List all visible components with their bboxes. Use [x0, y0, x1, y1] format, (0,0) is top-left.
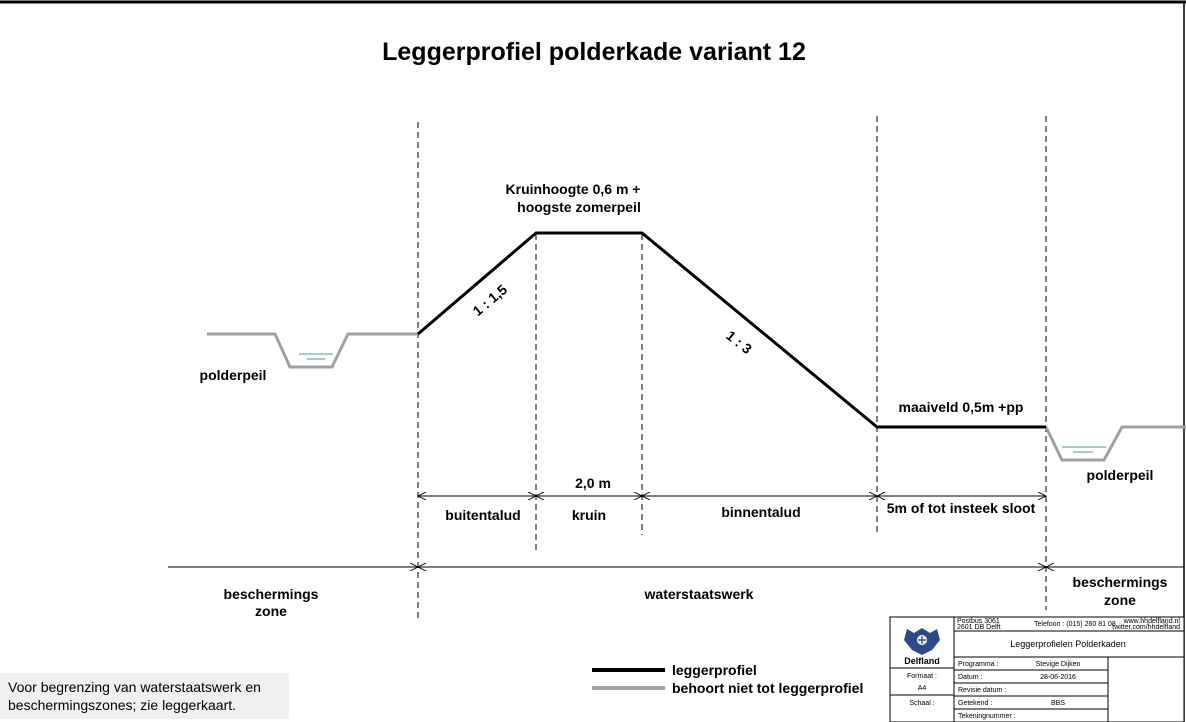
drawing-title: Leggerprofielen Polderkaden — [1010, 639, 1126, 649]
title-block — [890, 617, 1184, 722]
waterstaatswerk-label: waterstaatswerk — [644, 586, 754, 602]
formaat-label: Formaat : — [907, 673, 937, 680]
crest-width-label: 2,0 m — [575, 475, 611, 491]
legend-label-leggerprofiel: leggerprofiel — [672, 662, 757, 678]
page-title: Leggerprofiel polderkade variant 12 — [382, 38, 806, 66]
getekend-label: Getekend : — [958, 700, 993, 707]
maaiveld-label: maaiveld 0,5m +pp — [898, 399, 1024, 415]
slope-inner-label: 1 : 3 — [723, 327, 756, 357]
binnentalud-label: binnentalud — [721, 504, 801, 520]
programma-value: Stevige Dijken — [1035, 661, 1081, 668]
tekeningnummer-label: Tekeningnummer : — [958, 713, 1016, 720]
note-line1: Voor begrenzing van waterstaatswerk en — [8, 679, 261, 695]
kruinhoogte-label-line1: Kruinhoogte 0,6 m + — [505, 181, 641, 197]
web-line2: twitter.com/hhdelfland — [1112, 624, 1180, 631]
logo-text: Delfland — [904, 656, 940, 666]
phone-line: Telefoon : (015) 260 81 08 — [1034, 621, 1116, 628]
beschermingszone-right-line1: beschermings — [1072, 574, 1168, 590]
ground-left-with-ditch — [207, 334, 418, 367]
address-line2: 2601 DB Delft — [957, 624, 1001, 631]
beschermingszone-left-line1: beschermings — [223, 586, 319, 602]
getekend-value: BBS — [1050, 700, 1066, 707]
formaat-value: A4 — [917, 685, 927, 692]
ground-profile-gray — [207, 334, 1186, 460]
beschermingszone-left-line2: zone — [255, 603, 287, 619]
web-line1: www.hhdelfland.nl — [1123, 618, 1180, 625]
insteek-label: 5m of tot insteek sloot — [886, 500, 1036, 516]
legend — [592, 662, 863, 696]
note-box — [0, 673, 289, 719]
revisie-label: Revisie datum : — [958, 687, 1007, 694]
polderpeil-right-label: polderpeil — [1086, 467, 1154, 483]
beschermingszone-right-line2: zone — [1104, 592, 1136, 608]
schaal-label: Schaal : — [909, 700, 935, 707]
kruin-label: kruin — [571, 507, 607, 523]
kruinhoogte-label-line2: hoogste zomerpeil — [517, 199, 641, 215]
buitentalud-label: buitentalud — [445, 507, 521, 523]
datum-value: 28-06-2016 — [1040, 674, 1076, 681]
datum-label: Datum : — [958, 674, 983, 681]
legend-label-niet-leggerprofiel: behoort niet tot leggerprofiel — [672, 680, 864, 696]
polderpeil-left-label: polderpeil — [199, 367, 267, 383]
ground-right-with-ditch — [1046, 427, 1186, 460]
programma-label: Programma : — [958, 661, 999, 668]
slope-outer-label: 1 : 1,5 — [469, 281, 511, 320]
address-line1: Postbus 3061 — [957, 618, 1000, 625]
note-line2: beschermingszones; zie leggerkaart. — [8, 697, 237, 713]
